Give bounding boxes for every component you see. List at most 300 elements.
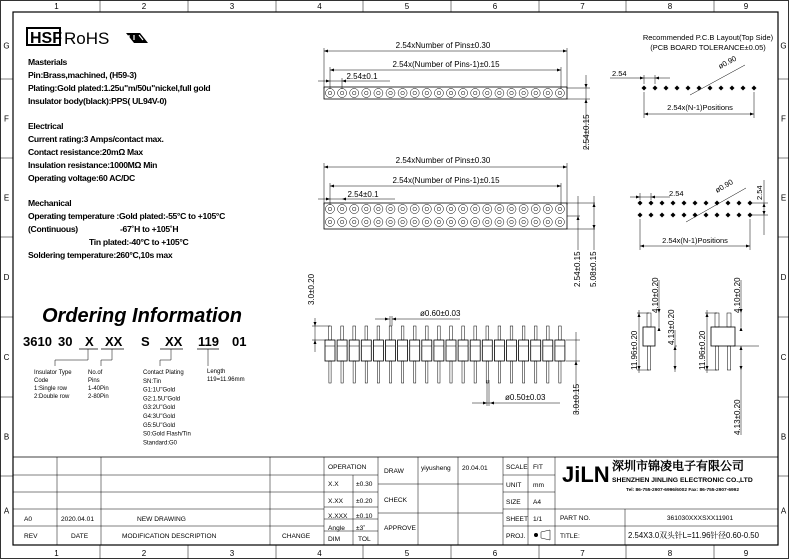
ordering-note: Standard:G0 <box>143 440 178 447</box>
row-marker: C <box>780 353 787 362</box>
pin-bottom <box>486 361 488 383</box>
sheet-label: SHEET <box>506 516 528 523</box>
contact-hole-inner <box>534 91 538 95</box>
ordering-note: S0:Gold Flash/Tin <box>143 431 191 438</box>
contact-hole-inner <box>328 91 332 95</box>
dimension-text: 2.54xNumber of Pins±0.30 <box>395 156 491 165</box>
contact-hole <box>398 218 407 227</box>
contact-hole-inner <box>340 220 344 224</box>
contact-hole-inner <box>352 91 356 95</box>
description-cell: NEW DRAWING <box>137 516 186 523</box>
spec-line: (Continuous) <box>28 224 78 234</box>
row-marker: F <box>781 114 786 124</box>
pin-insulator <box>507 340 517 361</box>
pcb-pad <box>726 213 731 218</box>
contact-hole-inner <box>558 91 562 95</box>
dimension-arrow <box>655 77 659 80</box>
pin-insulator <box>361 340 371 361</box>
ordering-note: 2-80Pin <box>88 394 109 400</box>
pin-top <box>401 326 404 340</box>
contact-hole <box>374 218 383 227</box>
contact-hole-inner <box>425 220 429 224</box>
contact-hole <box>410 218 419 227</box>
ordering-note: Code <box>34 378 49 384</box>
contact-hole-inner <box>461 207 465 211</box>
leader-line <box>101 349 112 366</box>
pcb-pad <box>697 86 702 91</box>
pin-insulator <box>325 340 335 361</box>
sheet-label: SIZE <box>506 499 521 506</box>
dimension-text: ø0.50±0.03 <box>505 393 546 402</box>
dimension-text: 2.54x(Number of Pins-1)±0.15 <box>392 176 500 185</box>
contact-hole <box>326 218 335 227</box>
pin-top <box>413 326 416 340</box>
column-header: MODIFICATION DESCRIPTION <box>122 533 217 540</box>
code-segment: S <box>141 334 150 349</box>
ordering-note: Insulator Type <box>34 370 72 376</box>
pcb-pad <box>693 201 698 206</box>
contact-hole <box>422 218 431 227</box>
pin-insulator <box>555 340 565 361</box>
dimension-arrow <box>557 69 561 72</box>
contact-hole-inner <box>461 220 465 224</box>
contact-hole <box>531 218 540 227</box>
pin-bottom <box>510 361 512 383</box>
contact-hole-inner <box>352 207 356 211</box>
[object Object]: 2.54 <box>755 185 764 200</box>
dimension-arrow <box>593 203 596 207</box>
dimension-arrow <box>575 361 578 365</box>
contact-hole-inner <box>401 220 405 224</box>
code-segment: 30 <box>58 334 73 349</box>
contact-hole-inner <box>425 91 429 95</box>
draw-label: DRAW <box>384 468 404 475</box>
column-header: DATE <box>71 533 89 540</box>
contact-hole <box>447 205 456 214</box>
dimension-arrow <box>763 211 766 215</box>
dimension-arrow <box>740 366 743 370</box>
contact-hole <box>471 205 480 214</box>
contact-hole-inner <box>401 91 405 95</box>
row-marker: B <box>3 432 10 442</box>
contact-hole-inner <box>401 207 405 211</box>
pcb-pad <box>715 213 720 218</box>
pin-bottom <box>365 361 367 383</box>
dimension-text: 3.0±0.20 <box>307 273 316 305</box>
contact-hole <box>410 89 419 98</box>
contact-hole <box>507 89 516 98</box>
contact-hole <box>495 205 504 214</box>
dimension-text: 11.96±0.20 <box>630 330 639 370</box>
dimension-arrow <box>563 166 567 169</box>
pin-top <box>522 326 525 340</box>
ordering-note: No.of <box>88 370 103 376</box>
pin-top <box>377 326 380 340</box>
dimension-text: 3.0±0.15 <box>572 383 581 415</box>
contact-hole <box>471 218 480 227</box>
pin-top <box>389 326 392 340</box>
ordering-note: G2:1.5U"Gold <box>143 396 181 403</box>
dimension-text: 4.13±0.20 <box>733 399 742 435</box>
contact-hole <box>543 218 552 227</box>
sheet-value: A4 <box>533 499 542 506</box>
section-heading: Mechanical <box>28 198 72 208</box>
pin-bottom <box>341 361 343 383</box>
contact-hole-inner <box>486 207 490 211</box>
dimension-arrow <box>740 327 743 331</box>
dimension-arrow <box>324 50 328 53</box>
pin-top <box>498 326 501 340</box>
contact-hole <box>555 89 564 98</box>
pcb-pad <box>686 86 691 91</box>
column-marker: 1 <box>54 549 59 558</box>
single-row-housing <box>324 87 567 99</box>
sheet-label: UNIT <box>506 482 522 489</box>
column-marker: 5 <box>404 549 410 558</box>
contact-hole-inner <box>389 220 393 224</box>
contact-hole <box>350 218 359 227</box>
sheet-value: FIT <box>533 464 543 471</box>
side-pin-bottom <box>727 346 730 370</box>
contact-hole-inner <box>546 220 550 224</box>
contact-hole-inner <box>365 207 369 211</box>
contact-hole <box>531 205 540 214</box>
contact-hole <box>555 218 564 227</box>
dimension-arrow <box>330 185 334 188</box>
contact-hole-inner <box>498 91 502 95</box>
contact-hole-inner <box>352 220 356 224</box>
check-label: CHECK <box>384 497 408 504</box>
pcb-pad <box>715 201 720 206</box>
spec-line: Operating temperature :Gold plated:-55°C to +105°C <box>28 211 225 221</box>
dimension-arrow <box>636 196 640 199</box>
ul-logo <box>126 33 148 43</box>
contact-hole <box>519 205 528 214</box>
contact-hole-inner <box>498 207 502 211</box>
code-segment: X <box>85 334 94 349</box>
pin-bottom <box>535 361 537 383</box>
dimension-text: 2.54±0.1 <box>347 190 379 199</box>
contact-hole <box>338 218 347 227</box>
spec-line: Plating:Gold plated:1.25u"m/50u"nickel,full gold <box>28 83 211 93</box>
dimension-arrow <box>314 340 317 344</box>
row-marker: E <box>780 193 787 203</box>
pcb-pad <box>638 213 643 218</box>
ordering-note: 1:Single row <box>34 386 68 392</box>
company-contact: Tel: 86-755-2907-6996/6002 Fax: 86-755-2907-6992 <box>626 488 739 493</box>
contact-hole <box>374 205 383 214</box>
pin-top <box>559 326 562 340</box>
pcb-pad <box>704 201 709 206</box>
row-marker: B <box>780 432 787 442</box>
contact-hole <box>459 89 468 98</box>
ordering-note: SN:Tin <box>143 378 162 385</box>
contact-hole-inner <box>522 207 526 211</box>
spec-line: Insulator body(black):PPS( UL94V-0) <box>28 96 167 106</box>
column-marker: 6 <box>492 549 498 558</box>
contact-hole-inner <box>377 220 381 224</box>
pin-bottom <box>353 361 355 383</box>
dimension-text: 4.13±0.20 <box>667 309 676 345</box>
pcb-pad <box>671 201 676 206</box>
column-header: REV <box>24 533 38 540</box>
row-marker: D <box>3 273 10 282</box>
contact-hole <box>519 89 528 98</box>
section-heading: Electrical <box>28 121 64 131</box>
dimension-text: 2.54xNumber of Pins±0.30 <box>395 41 491 50</box>
contact-hole <box>434 205 443 214</box>
dimension-arrow <box>326 198 330 201</box>
tolerance-dim: X.XX <box>328 498 344 505</box>
dimension-arrow <box>483 402 487 405</box>
dimension-arrow <box>674 366 677 370</box>
column-marker: 7 <box>580 549 585 558</box>
dimension-arrow <box>314 322 317 326</box>
dimension-text: 2.54 <box>612 69 627 78</box>
sheet-label: SCALE <box>506 464 528 471</box>
dimension-arrow <box>392 318 396 321</box>
pcb-pad <box>664 86 669 91</box>
contact-hole <box>338 89 347 98</box>
contact-hole-inner <box>413 220 417 224</box>
dimension-arrow <box>706 313 709 317</box>
company-name-cn: 深圳市锦凌电子有限公司 <box>612 459 745 473</box>
leader-line <box>55 349 88 366</box>
pin-top <box>450 326 453 340</box>
contact-hole <box>543 89 552 98</box>
column-marker: 3 <box>229 549 235 558</box>
sheet-value: mm <box>533 482 544 489</box>
contact-hole-inner <box>340 91 344 95</box>
pin-insulator <box>494 340 504 361</box>
hsf-text: HSF <box>30 30 62 47</box>
rohs-logo: RoHS <box>64 29 110 48</box>
tolerance-value: ±0.20 <box>356 498 373 505</box>
title-block <box>13 457 778 545</box>
code-segment: XX <box>105 334 123 349</box>
double-row-housing <box>324 203 567 229</box>
dimension-text: 2.54±0.1 <box>346 72 378 81</box>
rev-cell: A0 <box>24 516 33 523</box>
part-no-label: PART NO. <box>560 515 591 522</box>
side-insulator <box>711 327 735 346</box>
section-heading: Masterials <box>28 57 68 67</box>
pin-insulator <box>531 340 541 361</box>
drawer-name: yiyusheng <box>421 465 451 472</box>
contact-hole-inner <box>510 207 514 211</box>
contact-hole <box>362 218 371 227</box>
code-segment: XX <box>165 334 183 349</box>
contact-hole-inner <box>389 207 393 211</box>
pcb-pad <box>649 213 654 218</box>
dimension-arrow <box>585 84 588 88</box>
pcb-pad <box>726 201 731 206</box>
pin-top <box>438 326 441 340</box>
compliance-logos <box>27 28 148 48</box>
column-marker: 5 <box>404 2 410 11</box>
contact-hole-inner <box>546 207 550 211</box>
contact-hole-inner <box>365 220 369 224</box>
contact-hole-inner <box>473 220 477 224</box>
column-marker: 2 <box>141 2 147 11</box>
dimension-text: 2.54x(Number of Pins-1)±0.15 <box>392 60 500 69</box>
dimension-arrow <box>638 313 641 317</box>
tolerance-value: ±0.10 <box>356 513 373 520</box>
spec-line: -67˚H to +105˚H <box>120 224 179 234</box>
row-marker: G <box>3 41 10 51</box>
contact-hole <box>386 218 395 227</box>
contact-hole-inner <box>522 91 526 95</box>
pin-bottom <box>547 361 549 383</box>
contact-hole-inner <box>413 207 417 211</box>
company-logo: JiLN <box>562 462 610 487</box>
dimension-arrow <box>674 346 677 350</box>
pin-top <box>353 326 356 340</box>
dimension-arrow <box>330 69 334 72</box>
column-marker: 9 <box>743 2 749 11</box>
code-segment: 119 <box>198 334 219 349</box>
dimension-arrow <box>324 166 328 169</box>
ordering-note: G3:2U"Gold <box>143 405 176 412</box>
dimension-text: 2.54±0.15 <box>573 251 582 287</box>
pin-bottom <box>438 361 440 383</box>
dimension-arrow <box>593 225 596 229</box>
contact-hole <box>531 89 540 98</box>
spec-line: Tin plated:-40°C to +105°C <box>89 237 189 247</box>
pin-insulator <box>519 340 529 361</box>
contact-hole-inner <box>510 220 514 224</box>
tolerance-value: ±0.30 <box>356 481 373 488</box>
contact-hole <box>483 205 492 214</box>
dimension-arrow <box>640 77 644 80</box>
contact-hole <box>495 89 504 98</box>
contact-hole-inner <box>486 220 490 224</box>
tolerance-value: ±3˚ <box>356 525 366 532</box>
dimension-arrow <box>640 245 644 248</box>
contact-hole <box>459 205 468 214</box>
projection-symbol-icon <box>534 533 538 537</box>
contact-hole <box>459 218 468 227</box>
dimension-arrow <box>563 50 567 53</box>
ordering-note: Length <box>207 369 226 375</box>
pin-insulator <box>337 340 347 361</box>
contact-hole <box>434 218 443 227</box>
contact-hole-inner <box>377 91 381 95</box>
tolerance-dim: Angle <box>328 525 345 532</box>
column-marker: 8 <box>667 2 673 11</box>
contact-hole <box>350 89 359 98</box>
pin-top <box>365 326 368 340</box>
dimension-text: 11.96±0.20 <box>698 330 707 370</box>
contact-hole <box>422 89 431 98</box>
company-name-en: SHENZHEN JINLING ELECTRONIC CO.,LTD <box>612 477 753 484</box>
contact-hole-inner <box>425 207 429 211</box>
contact-hole-inner <box>413 91 417 95</box>
pin-insulator <box>373 340 383 361</box>
contact-hole <box>555 205 564 214</box>
pin-bottom <box>559 361 561 383</box>
leader-line <box>690 65 745 95</box>
pcb-pad <box>638 201 643 206</box>
pin-bottom <box>377 361 379 383</box>
column-marker: 2 <box>141 549 147 558</box>
connector-views <box>307 33 774 435</box>
ordering-title: Ordering Information <box>42 305 242 327</box>
pin-bottom <box>426 361 428 383</box>
dimension-arrow <box>326 80 330 83</box>
dimension-text: ø0.90 <box>716 53 738 71</box>
column-marker: 7 <box>580 2 585 11</box>
contact-hole-inner <box>546 91 550 95</box>
dimension-text: ø0.90 <box>713 177 735 195</box>
dimension-arrow <box>746 245 750 248</box>
pin-top <box>329 326 332 340</box>
dimension-text: ø0.60±0.03 <box>420 309 461 318</box>
contact-hole <box>326 89 335 98</box>
part-title: 2.54X3.0双头针L=11.96针径0.60-0.50 <box>628 531 759 540</box>
pin-insulator <box>422 340 432 361</box>
column-header: DIM <box>328 536 341 543</box>
contact-hole-inner <box>328 207 332 211</box>
contact-hole-inner <box>389 91 393 95</box>
contact-hole-inner <box>498 220 502 224</box>
contact-hole <box>483 218 492 227</box>
contact-hole <box>398 205 407 214</box>
contact-hole-inner <box>437 207 441 211</box>
title-label: TITLE: <box>560 533 580 540</box>
side-pin-top <box>647 313 651 327</box>
pcb-pad <box>752 86 757 91</box>
contact-hole <box>447 218 456 227</box>
pcb-pad <box>741 86 746 91</box>
pcb-pad <box>730 86 735 91</box>
sheet-value: 1/1 <box>533 516 543 523</box>
row-marker: F <box>4 114 9 124</box>
contact-hole-inner <box>486 91 490 95</box>
column-marker: 1 <box>54 2 59 11</box>
column-marker: 3 <box>229 2 235 11</box>
contact-hole <box>398 89 407 98</box>
ordering-note: 119=11.96mm <box>207 377 245 383</box>
contact-hole-inner <box>534 220 538 224</box>
contact-hole-inner <box>340 207 344 211</box>
dimension-arrow <box>490 402 494 405</box>
leader-line <box>160 349 171 366</box>
draw-date: 20.04.01 <box>462 465 488 472</box>
contact-hole <box>326 205 335 214</box>
sheet-label: PROJ. <box>506 533 526 540</box>
dimension-text: 4.10±0.20 <box>733 277 742 313</box>
ordering-note: 1-40Pin <box>88 386 109 392</box>
spec-line: Insulation resistance:1000MΩ Min <box>28 160 158 170</box>
contact-hole-inner <box>449 207 453 211</box>
pin-bottom <box>402 361 404 383</box>
dimension-text: 4.10±0.20 <box>651 277 660 313</box>
pin-insulator <box>543 340 553 361</box>
contact-hole-inner <box>328 220 332 224</box>
column-marker: 4 <box>317 2 322 11</box>
dimension-text: 2.54 <box>669 189 684 198</box>
dimension-arrow <box>644 113 648 116</box>
pin-top <box>426 326 429 340</box>
spec-line: Current rating:3 Amps/contact max. <box>28 134 164 144</box>
pin-bottom <box>329 361 331 383</box>
date-cell: 2020.04.01 <box>61 516 95 523</box>
dimension-arrow <box>740 346 743 350</box>
row-marker: A <box>3 506 10 516</box>
column-header: OPERATION <box>328 464 367 471</box>
dimension-arrow <box>651 196 655 199</box>
